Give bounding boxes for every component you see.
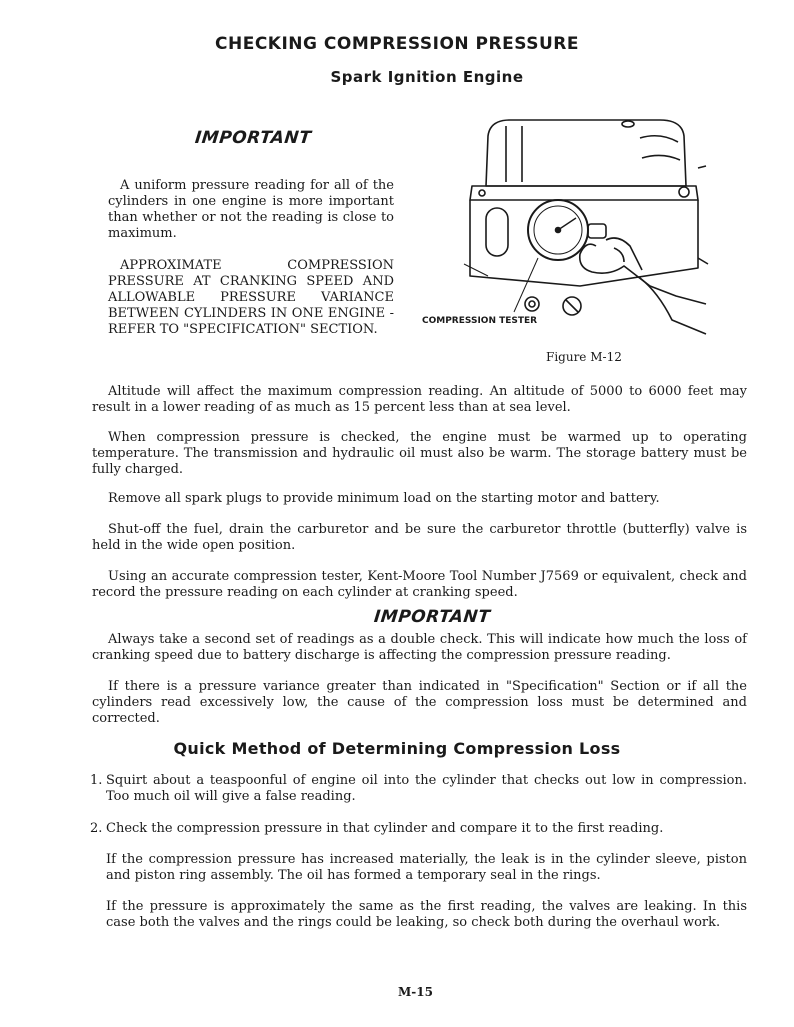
figure-label: COMPRESSION TESTER — [422, 316, 538, 326]
engine-illustration — [410, 108, 710, 343]
figure-caption: Figure M-12 — [546, 350, 622, 364]
quick-method-paragraph-b: If the pressure is approximately the same as the first reading, the valves are leaking. In this case both the valves and the rings could be leaking, so check both during the overhaul work. — [106, 899, 747, 930]
important-heading-2: IMPORTANT — [372, 607, 492, 627]
body-paragraph-3: Remove all spark plugs to provide minimum load on the starting motor and battery. — [108, 491, 660, 506]
body-paragraph-1: Altitude will affect the maximum compression reading. An altitude of 5000 to 6000 feet may result in a lower reading of as much as 15 percent less than at sea level. — [92, 384, 747, 415]
body-paragraph-6: Always take a second set of readings as a double check. This will indicate how much the loss of cranking speed due to battery discharge is affecting the compression pressure reading. — [92, 632, 747, 663]
step-2-text: Check the compression pressure in that cylinder and compare it to the first reading. — [106, 821, 664, 836]
quick-method-heading: Quick Method of Determining Compression Loss — [173, 739, 621, 758]
step-2-number: 2. — [90, 821, 103, 836]
page-number: M-15 — [398, 985, 433, 999]
quick-method-paragraph-a: If the compression pressure has increased materially, the leak is in the cylinder sleeve, piston and piston ring assembly. The oil has formed a temporary seal in the rings. — [106, 852, 747, 883]
step-1-text: Squirt about a teaspoonful of engine oil into the cylinder that checks out low in compression. Too much oil will give a false reading. — [106, 773, 747, 804]
important-heading-1: IMPORTANT — [193, 128, 313, 148]
body-paragraph-4: Shut-off the fuel, drain the carburetor and be sure the carburetor throttle (butterfly) valve is held in the wide open position. — [92, 522, 747, 553]
body-paragraph-2: When compression pressure is checked, the engine must be warmed up to operating temperature. The transmission and hydraulic oil must also be warm. The storage battery must be fully charged. — [92, 430, 747, 477]
body-paragraph-5: Using an accurate compression tester, Kent-Moore Tool Number J7569 or equivalent, check and record the pressure reading on each cylinder at cranking speed. — [92, 569, 747, 600]
figure-compression-tester — [410, 108, 710, 343]
body-paragraph-7: If there is a pressure variance greater than indicated in "Specification" Section or if all the cylinders read excessively low, the cause of the compression loss must be determined and corrected. — [92, 679, 747, 726]
page-title: CHECKING COMPRESSION PRESSURE — [215, 34, 579, 54]
step-1 — [90, 773, 747, 805]
page-subtitle: Spark Ignition Engine — [330, 68, 524, 86]
step-2 — [90, 821, 747, 837]
intro-paragraph-2: APPROXIMATE COMPRESSION PRESSURE AT CRANKING SPEED AND ALLOWABLE PRESSURE VARIANCE BETWEEN CYLINDERS IN ONE ENGINE - REFER TO "SPECIFICATION" SECTION. — [108, 258, 394, 337]
step-1-number: 1. — [90, 773, 103, 788]
intro-paragraph-1: A uniform pressure reading for all of the cylinders in one engine is more important than whether or not the reading is close to maximum. — [108, 178, 394, 241]
